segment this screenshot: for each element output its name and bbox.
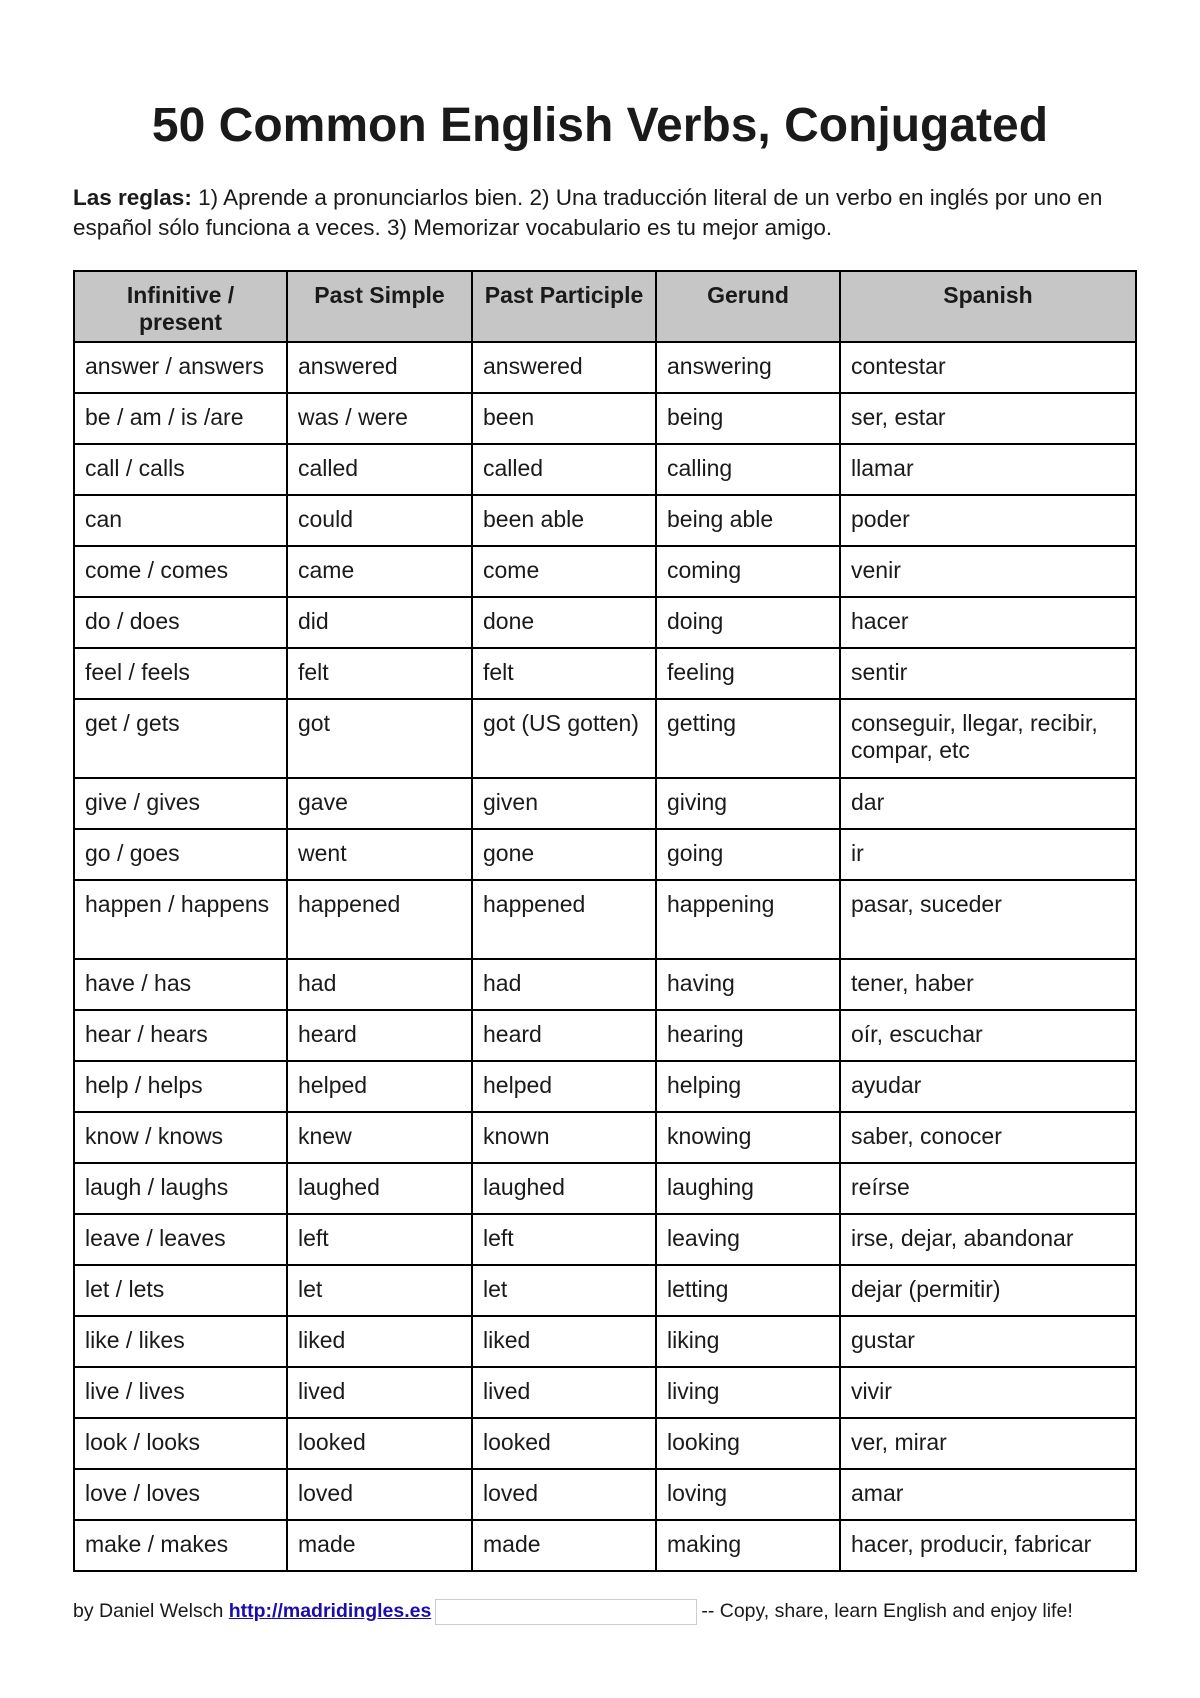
cell-gerund: helping bbox=[656, 1061, 840, 1112]
cell-gerund: making bbox=[656, 1520, 840, 1571]
cell-gerund: being able bbox=[656, 495, 840, 546]
cell-spanish: conseguir, llegar, recibir, compar, etc bbox=[840, 699, 1136, 778]
cell-past-simple: heard bbox=[287, 1010, 472, 1061]
cell-infinitive: can bbox=[74, 495, 287, 546]
cell-infinitive: help / helps bbox=[74, 1061, 287, 1112]
website-link[interactable]: http://madridingles.es bbox=[228, 1600, 432, 1622]
cell-spanish: reírse bbox=[840, 1163, 1136, 1214]
table-row bbox=[74, 444, 1136, 495]
cell-infinitive: have / has bbox=[74, 959, 287, 1010]
cell-spanish: hacer, producir, fabricar bbox=[840, 1520, 1136, 1571]
cell-gerund: liking bbox=[656, 1316, 840, 1367]
cell-spanish: amar bbox=[840, 1469, 1136, 1520]
table-row bbox=[74, 1469, 1136, 1520]
cell-infinitive: love / loves bbox=[74, 1469, 287, 1520]
cell-past-participle: been able bbox=[472, 495, 656, 546]
table-row bbox=[74, 699, 1136, 778]
cell-past-simple: gave bbox=[287, 778, 472, 829]
table-row bbox=[74, 1316, 1136, 1367]
cell-past-participle: lived bbox=[472, 1367, 656, 1418]
cell-spanish: venir bbox=[840, 546, 1136, 597]
cell-spanish: ir bbox=[840, 829, 1136, 880]
cell-past-participle: happened bbox=[472, 880, 656, 959]
cell-infinitive: be / am / is /are bbox=[74, 393, 287, 444]
intro-paragraph bbox=[73, 183, 1133, 243]
cell-gerund: knowing bbox=[656, 1112, 840, 1163]
cell-infinitive: go / goes bbox=[74, 829, 287, 880]
header-spanish: Spanish bbox=[840, 271, 1136, 342]
cell-past-participle: let bbox=[472, 1265, 656, 1316]
cell-past-participle: known bbox=[472, 1112, 656, 1163]
cell-infinitive: know / knows bbox=[74, 1112, 287, 1163]
cell-spanish: ser, estar bbox=[840, 393, 1136, 444]
cell-past-participle: looked bbox=[472, 1418, 656, 1469]
table-row bbox=[74, 495, 1136, 546]
footer-tagline: -- Copy, share, learn English and enjoy life! bbox=[701, 1600, 1073, 1622]
cell-past-simple: felt bbox=[287, 648, 472, 699]
cell-past-participle: answered bbox=[472, 342, 656, 393]
cell-spanish: contestar bbox=[840, 342, 1136, 393]
cell-past-participle: liked bbox=[472, 1316, 656, 1367]
table-row bbox=[74, 546, 1136, 597]
cell-past-participle: been bbox=[472, 393, 656, 444]
cell-spanish: hacer bbox=[840, 597, 1136, 648]
table-row bbox=[74, 1214, 1136, 1265]
cell-past-participle: felt bbox=[472, 648, 656, 699]
cell-gerund: having bbox=[656, 959, 840, 1010]
verb-table bbox=[73, 270, 1137, 1572]
cell-gerund: hearing bbox=[656, 1010, 840, 1061]
header-past-simple: Past Simple bbox=[287, 271, 472, 342]
rules-label: Las reglas: bbox=[73, 185, 192, 210]
header-gerund: Gerund bbox=[656, 271, 840, 342]
cell-past-participle: heard bbox=[472, 1010, 656, 1061]
cell-gerund: happening bbox=[656, 880, 840, 959]
table-row bbox=[74, 829, 1136, 880]
cell-infinitive: let / lets bbox=[74, 1265, 287, 1316]
cell-spanish: ver, mirar bbox=[840, 1418, 1136, 1469]
cell-past-simple: knew bbox=[287, 1112, 472, 1163]
cell-past-participle: loved bbox=[472, 1469, 656, 1520]
table-row bbox=[74, 342, 1136, 393]
cell-gerund: letting bbox=[656, 1265, 840, 1316]
table-row bbox=[74, 1061, 1136, 1112]
cell-past-simple: came bbox=[287, 546, 472, 597]
cell-spanish: vivir bbox=[840, 1367, 1136, 1418]
cell-infinitive: answer / answers bbox=[74, 342, 287, 393]
cell-past-simple: left bbox=[287, 1214, 472, 1265]
cell-spanish: saber, conocer bbox=[840, 1112, 1136, 1163]
table-row bbox=[74, 648, 1136, 699]
table-row bbox=[74, 1112, 1136, 1163]
cell-gerund: being bbox=[656, 393, 840, 444]
cell-infinitive: happen / happens bbox=[74, 880, 287, 959]
cell-spanish: gustar bbox=[840, 1316, 1136, 1367]
cell-gerund: leaving bbox=[656, 1214, 840, 1265]
table-row bbox=[74, 597, 1136, 648]
cell-past-participle: given bbox=[472, 778, 656, 829]
cell-infinitive: do / does bbox=[74, 597, 287, 648]
table-body bbox=[74, 342, 1136, 1571]
table-row bbox=[74, 959, 1136, 1010]
table-row bbox=[74, 1163, 1136, 1214]
cell-gerund: answering bbox=[656, 342, 840, 393]
cell-infinitive: leave / leaves bbox=[74, 1214, 287, 1265]
page-title: 50 Common English Verbs, Conjugated bbox=[151, 99, 1049, 152]
cell-infinitive: live / lives bbox=[74, 1367, 287, 1418]
table-row bbox=[74, 880, 1136, 959]
cell-infinitive: give / gives bbox=[74, 778, 287, 829]
cell-infinitive: hear / hears bbox=[74, 1010, 287, 1061]
cell-gerund: doing bbox=[656, 597, 840, 648]
cell-spanish: dejar (permitir) bbox=[840, 1265, 1136, 1316]
cell-past-simple: did bbox=[287, 597, 472, 648]
cell-infinitive: laugh / laughs bbox=[74, 1163, 287, 1214]
cell-past-participle: got (US gotten) bbox=[472, 699, 656, 778]
cell-past-participle: had bbox=[472, 959, 656, 1010]
cell-gerund: feeling bbox=[656, 648, 840, 699]
table-row bbox=[74, 1418, 1136, 1469]
footer-form-field[interactable] bbox=[435, 1599, 697, 1625]
cell-past-participle: come bbox=[472, 546, 656, 597]
footer-byline: by Daniel Welsch bbox=[73, 1600, 229, 1622]
cell-gerund: going bbox=[656, 829, 840, 880]
cell-gerund: getting bbox=[656, 699, 840, 778]
table-row bbox=[74, 1367, 1136, 1418]
cell-past-simple: looked bbox=[287, 1418, 472, 1469]
cell-infinitive: look / looks bbox=[74, 1418, 287, 1469]
cell-past-simple: loved bbox=[287, 1469, 472, 1520]
cell-past-simple: let bbox=[287, 1265, 472, 1316]
cell-past-simple: lived bbox=[287, 1367, 472, 1418]
cell-past-simple: answered bbox=[287, 342, 472, 393]
table-row bbox=[74, 1265, 1136, 1316]
cell-infinitive: like / likes bbox=[74, 1316, 287, 1367]
cell-gerund: coming bbox=[656, 546, 840, 597]
cell-spanish: oír, escuchar bbox=[840, 1010, 1136, 1061]
cell-past-simple: had bbox=[287, 959, 472, 1010]
cell-past-simple: liked bbox=[287, 1316, 472, 1367]
header-infinitive: Infinitive / present bbox=[74, 271, 287, 342]
cell-past-simple: laughed bbox=[287, 1163, 472, 1214]
cell-infinitive: feel / feels bbox=[74, 648, 287, 699]
cell-past-simple: could bbox=[287, 495, 472, 546]
cell-past-simple: went bbox=[287, 829, 472, 880]
cell-spanish: pasar, suceder bbox=[840, 880, 1136, 959]
cell-gerund: loving bbox=[656, 1469, 840, 1520]
cell-gerund: living bbox=[656, 1367, 840, 1418]
cell-infinitive: make / makes bbox=[74, 1520, 287, 1571]
cell-past-participle: called bbox=[472, 444, 656, 495]
cell-past-simple: made bbox=[287, 1520, 472, 1571]
cell-spanish: irse, dejar, abandonar bbox=[840, 1214, 1136, 1265]
cell-gerund: giving bbox=[656, 778, 840, 829]
cell-gerund: looking bbox=[656, 1418, 840, 1469]
cell-spanish: sentir bbox=[840, 648, 1136, 699]
cell-gerund: calling bbox=[656, 444, 840, 495]
cell-infinitive: call / calls bbox=[74, 444, 287, 495]
cell-past-simple: happened bbox=[287, 880, 472, 959]
rules-text: 1) Aprende a pronunciarlos bien. 2) Una traducción literal de un verbo en inglés por uno en español sólo funciona a veces. 3) Memorizar vocabulario es tu mejor amigo. bbox=[73, 185, 1103, 240]
footer bbox=[73, 1595, 1153, 1627]
table-row bbox=[74, 778, 1136, 829]
cell-past-simple: called bbox=[287, 444, 472, 495]
cell-spanish: poder bbox=[840, 495, 1136, 546]
cell-spanish: tener, haber bbox=[840, 959, 1136, 1010]
cell-infinitive: come / comes bbox=[74, 546, 287, 597]
cell-spanish: dar bbox=[840, 778, 1136, 829]
cell-gerund: laughing bbox=[656, 1163, 840, 1214]
cell-past-simple: was / were bbox=[287, 393, 472, 444]
cell-past-participle: laughed bbox=[472, 1163, 656, 1214]
cell-past-simple: got bbox=[287, 699, 472, 778]
table-row bbox=[74, 1010, 1136, 1061]
cell-past-participle: done bbox=[472, 597, 656, 648]
cell-spanish: ayudar bbox=[840, 1061, 1136, 1112]
cell-past-simple: helped bbox=[287, 1061, 472, 1112]
cell-spanish: llamar bbox=[840, 444, 1136, 495]
cell-past-participle: gone bbox=[472, 829, 656, 880]
table-row bbox=[74, 1520, 1136, 1571]
cell-past-participle: helped bbox=[472, 1061, 656, 1112]
cell-infinitive: get / gets bbox=[74, 699, 287, 778]
table-row bbox=[74, 393, 1136, 444]
cell-past-participle: made bbox=[472, 1520, 656, 1571]
header-past-participle: Past Participle bbox=[472, 271, 656, 342]
table-header-row bbox=[74, 271, 1136, 342]
cell-past-participle: left bbox=[472, 1214, 656, 1265]
